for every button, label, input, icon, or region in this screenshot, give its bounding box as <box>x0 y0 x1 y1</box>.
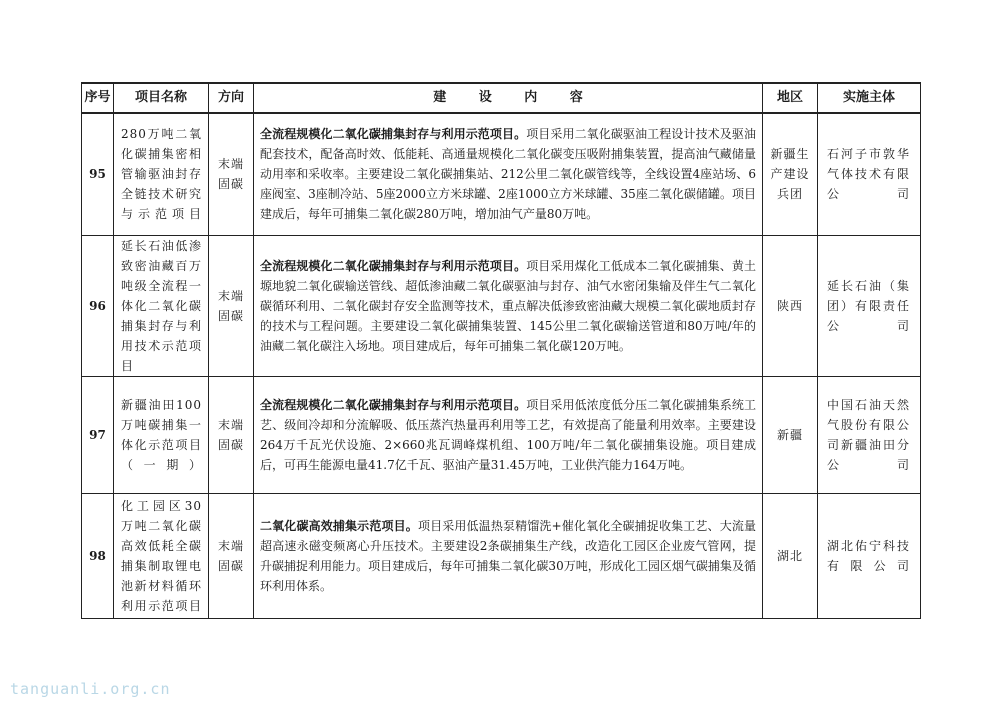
row-org: 延长石油（集团）有限责任公司 <box>818 235 921 376</box>
row-content-body: 项目采用低温热泵精馏洗+催化氧化全碳捕捉收集工艺、大流量超高速永磁变频离心升压技术。主要建设2条碳捕集生产线，改造化工园区企业废气管网，提升碳捕捉利用能力。项目建成后，每年可捕集二氧化碳30万吨，形成化工园区烟气碳捕集及循环利用体系。 <box>260 518 756 593</box>
row-project-name: 280万吨二氧化碳捕集密相管输驱油封存全链技术研究与示范项目 <box>114 113 209 235</box>
row-no: 98 <box>82 493 114 618</box>
table-row <box>82 493 921 618</box>
header-org: 实施主体 <box>818 83 921 113</box>
row-direction: 末端固碳 <box>209 493 254 618</box>
row-no: 95 <box>82 113 114 235</box>
header-direction: 方向 <box>209 83 254 113</box>
row-content-body: 项目采用煤化工低成本二氧化碳捕集、黄土塬地貌二氧化碳输送管线、超低渗油藏二氧化碳驱油与封存、油气水密闭集输及伴生气二氧化碳循环利用、二氧化碳封存安全监测等技术，重点解决低渗致密油藏大规模二氧化碳地质封存的技术与工程问题。主要建设二氧化碳捕集装置、145公里二氧化碳输送管道和80万吨/年的油藏二氧化碳注入场地。项目建成后，每年可捕集二氧化碳120万吨。 <box>260 258 756 353</box>
header-no: 序号 <box>82 83 114 113</box>
table-row <box>82 235 921 376</box>
row-content-title: 二氧化碳高效捕集示范项目。 <box>260 518 418 533</box>
row-region: 新疆 <box>763 376 818 493</box>
row-org: 石河子市敦华气体技术有限公司 <box>818 113 921 235</box>
watermark: tanguanli.org.cn <box>10 680 171 698</box>
header-content <box>254 83 763 113</box>
row-direction: 末端固碳 <box>209 235 254 376</box>
row-content <box>254 235 763 376</box>
row-content-title: 全流程规模化二氧化碳捕集封存与利用示范项目。 <box>260 127 527 142</box>
row-no: 96 <box>82 235 114 376</box>
row-content <box>254 376 763 493</box>
row-content-body: 项目采用低浓度低分压二氧化碳捕集系统工艺、级间冷却和分流解吸、低压蒸汽热量再利用等工艺，有效提高了能量利用效率。主要建设264万千瓦光伏设施、2×660兆瓦调峰煤机组、100万吨/年二氧化碳捕集设施。项目建成后，可再生能源电量41.7亿千瓦、驱油产量31.45万吨，工业供汽能力164万吨。 <box>260 397 756 472</box>
row-org: 湖北佑宁科技有限公司 <box>818 493 921 618</box>
row-region: 陕西 <box>763 235 818 376</box>
row-region: 新疆生产建设兵团 <box>763 113 818 235</box>
project-table <box>81 82 921 619</box>
table-header-row <box>82 83 921 113</box>
header-content-label: 建 设 内 容 <box>433 90 597 105</box>
table-row <box>82 376 921 493</box>
row-content <box>254 113 763 235</box>
row-project-name: 延长石油低渗致密油藏百万吨级全流程一体化二氧化碳捕集封存与利用技术示范项目 <box>114 235 209 376</box>
header-region: 地区 <box>763 83 818 113</box>
row-content-title: 全流程规模化二氧化碳捕集封存与利用示范项目。 <box>260 397 527 412</box>
row-content <box>254 493 763 618</box>
row-direction: 末端固碳 <box>209 376 254 493</box>
row-content-title: 全流程规模化二氧化碳捕集封存与利用示范项目。 <box>260 258 527 273</box>
row-direction: 末端固碳 <box>209 113 254 235</box>
row-project-name: 化工园区30万吨二氧化碳高效低耗全碳捕集制取锂电池新材料循环利用示范项目 <box>114 493 209 618</box>
header-name: 项目名称 <box>114 83 209 113</box>
row-project-name: 新疆油田100万吨碳捕集一体化示范项目（一期） <box>114 376 209 493</box>
row-content-body: 项目采用二氧化碳驱油工程设计技术及驱油配套技术，配备高时效、低能耗、高通量规模化二氧化碳变压吸附捕集装置，提高油气藏储量动用率和采收率。主要建设二氧化碳捕集站、212公里二氧化碳管线等，全线设置4座站场、6座阀室、3座制冷站、5座2000立方米球罐、2座1000立方米球罐、35座二氧化碳储罐。项目建成后，每年可捕集二氧化碳280万吨，增加油气产量80万吨。 <box>260 127 756 222</box>
row-org: 中国石油天然气股份有限公司新疆油田分公司 <box>818 376 921 493</box>
row-no: 97 <box>82 376 114 493</box>
table-row <box>82 113 921 235</box>
row-region: 湖北 <box>763 493 818 618</box>
